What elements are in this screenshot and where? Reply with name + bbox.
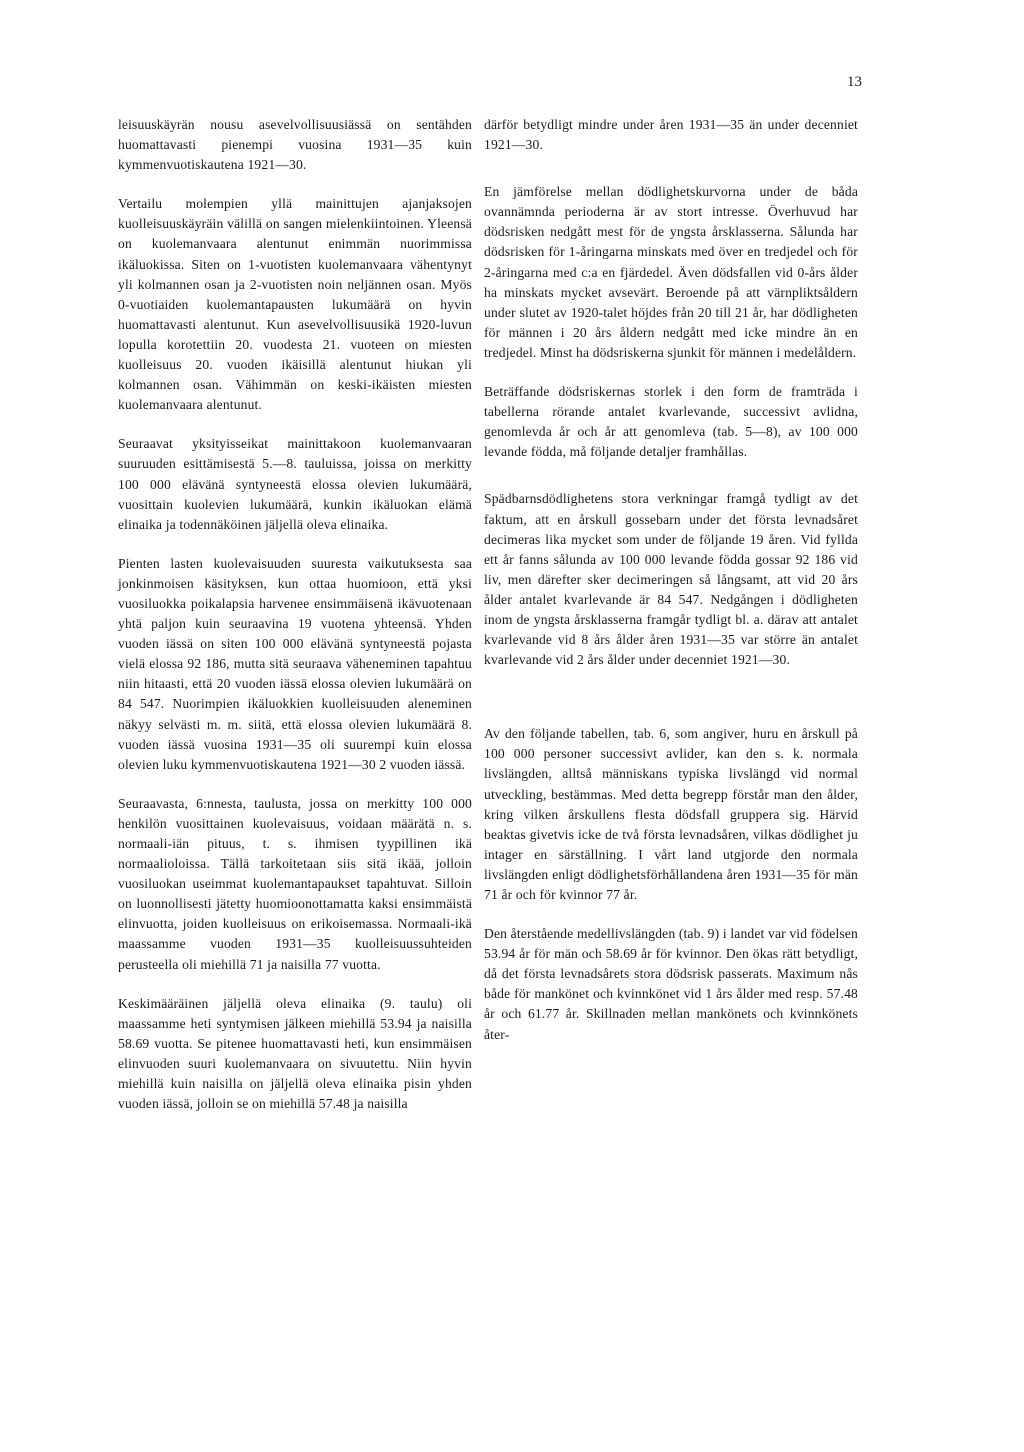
paragraph: Keskimääräinen jäljellä oleva elinaika (9. taulu) oli maassamme heti syntymisen jälkeen miehillä 53.94 ja naisilla 58.69 vuotta. Se pitenee huomattavasti heti, kun ensimmäisen elinvuoden suuri kuolemanvaara on sivuutettu. Niin hyvin miehillä kuin naisilla on jäljellä oleva elinaika pisin yhden vuoden iässä, jolloin se on miehillä 57.48 ja naisilla (118, 995, 472, 1112)
paragraph: Seuraavat yksityisseikat mainittakoon kuolemanvaaran suuruuden esittämisestä 5.—8. tauluissa, joissa on merkitty 100 000 elävänä syntyneestä elossa olevien lukumäärä, vuosittain kuolevien lukumäärä, kunkin ikäluokan elämä elinaika ja todennäköinen jäljellä oleva elinaika. (118, 436, 472, 532)
page-number: 13 (847, 74, 862, 90)
paragraph: En jämförelse mellan dödlighetskurvorna under de båda ovannämnda perioderna är av stort intresse. Överhuvud har dödsrisken nedgått mest för de yngsta årsklasserna. Sålunda har dödsrisken för 1-åringarna minskats med över en tredjedel och för 2-åringarna med c:a en fjärdedel. Även dödsfallen vid 0-års ålder ha minskats mycket avsevärt. Beroende på att värnpliktsåldern under slutet av 1920-talet höjdes från 20 till 21 år, har dödligheten för männen i 20 års åldern nedgått med icke mindre än en tredjedel. Minst ha dödsriskerna sjunkit för männen i medelåldern. (484, 184, 858, 360)
paragraph: Vertailu molempien yllä mainittujen ajanjaksojen kuolleisuuskäyräin välillä on sangen mielenkiintoinen. Yleensä on kuolemanvaara alentunut enimmän nuorimmissa ikäluokissa. Siten on 1-vuotisten kuolemanvaara vähentynyt yli kolmannen osan ja 2-vuotisten noin neljännen osan. Myös 0-vuotiaiden kuolemantapausten lukumäärä on hyvin huomattavasti alentunut. Kun asevelvollisuusikä 1920-luvun lopulla korotettiin 20. vuodesta 21. vuoteen on miesten kuolleisuus 20. vuoden ikäisillä alentunut hiukan yli kolmannen osan. Vähimmän on keski-ikäisten miesten kuolemanvaara alentunut. (118, 196, 472, 413)
paragraph: Spädbarnsdödlighetens stora verkningar framgå tydligt av det faktum, att en årskull gossebarn under det första levnadsåret decimeras lika mycket som under de följande 19 åren. Vid fyllda ett år fanns sålunda av 100 000 levande födda gossar 92 186 vid liv, men därefter sker decimeringen så långsamt, att vid 20 års ålder antalet kvarlevande är 84 547. Nedgången i dödligheten inom de yngsta årsklasserna framgår tydligt bl. a. därav att antalet kvarlevande vid 8 års ålder åren 1931—35 var större än antalet kvarlevande vid 2 års ålder under decenniet 1921—30. (484, 491, 858, 668)
paragraph: Beträffande dödsriskernas storlek i den form de framträda i tabellerna rörande antalet kvarlevande, successivt avlidna, genomlevda år och år att genomleva (tab. 5—8), av 100 000 levande födda, må följande detaljer framhållas. (484, 384, 858, 460)
paragraph: Den återstående medellivslängden (tab. 9) i landet var vid födelsen 53.94 år för män och 58.69 år för kvinnor. Den ökas rätt betydligt, då det första levnadsårets stora dödsrisk passerats. Maximum nås både för mankönet och kvinnkönet vid 1 års ålder med resp. 57.48 år och 61.77 år. Skillnaden mellan mankönets och kvinnkönets åter- (484, 926, 858, 1042)
paragraph: därför betydligt mindre under åren 1931—35 än under decenniet 1921—30. (484, 117, 858, 153)
left-column-finnish (118, 115, 472, 1114)
right-column-swedish (474, 115, 858, 1045)
paragraph: leisuuskäyrän nousu asevelvollisuusiässä on sentähden huomattavasti pienempi vuosina 1931—35 kuin kymmenvuotiskautena 1921—30. (118, 117, 472, 173)
paragraph: Seuraavasta, 6:nnesta, taulusta, jossa on merkitty 100 000 henkilön vuosittainen kuolevaisuus, voidaan määrätä n. s. normaali-iän pituus, t. s. ihmisen tyypillinen ikä normaalioloissa. Tällä tarkoitetaan siis sitä ikää, jolloin vuosiluokan useimmat kuolemantapaukset tapahtuvat. Silloin on luonnollisesti jätetty huomioonottamatta kaksi ensimmäistä elinvuotta, joiden kuolleisuus on erikoisemassa. Normaali-ikä maassamme vuoden 1931—35 kuolleisuussuhteiden perusteella oli miehillä 71 ja naisilla 77 vuotta. (118, 795, 472, 972)
paragraph: Av den följande tabellen, tab. 6, som angiver, huru en årskull på 100 000 personer successivt avlider, kan den s. k. normala livslängden, alltså människans typiska livslängd vid normal utveckling, bestämmas. Med detta begrepp förstår man den ålder, kring vilken årskullens flesta dödsfall grupperа sig. Härvid beaktas givetvis icke de två första levnadsåren, vilkas dödlighet ju intager en särställning. I vårt land utgjorde den normala livslängden enligt dödlighetsförhållandena åren 1931—35 för män 71 år och för kvinnor 77 år. (484, 726, 858, 902)
paragraph: Pienten lasten kuolevaisuuden suuresta vaikutuksesta saa jonkinmoisen käsityksen, kun ottaa huomioon, että yksi vuosiluokka poikalapsia harvenee ensimmäisenä ikävuotenaan yhtä paljon kuin seuraavina 19 vuotena yhteensä. Yhden vuoden iässä on siten 100 000 elävänä syntyneestä pojasta vielä elossa 92 186, mutta sitä seuraava väheneminen tapahtuu niin hitaasti, että 20 vuoden iässä elossa olevien lukumäärä on 84 547. Nuorimpien ikäluokkien kuolleisuuden aleneminen näkyy selvästi m. m. siitä, että elossa olevien lukumäärä 8. vuoden iässä vuosina 1931—35 oli suurempi kuin elossa olevien luku kymmenvuotiskautena 1921—30 2 vuoden iässä. (118, 555, 472, 772)
